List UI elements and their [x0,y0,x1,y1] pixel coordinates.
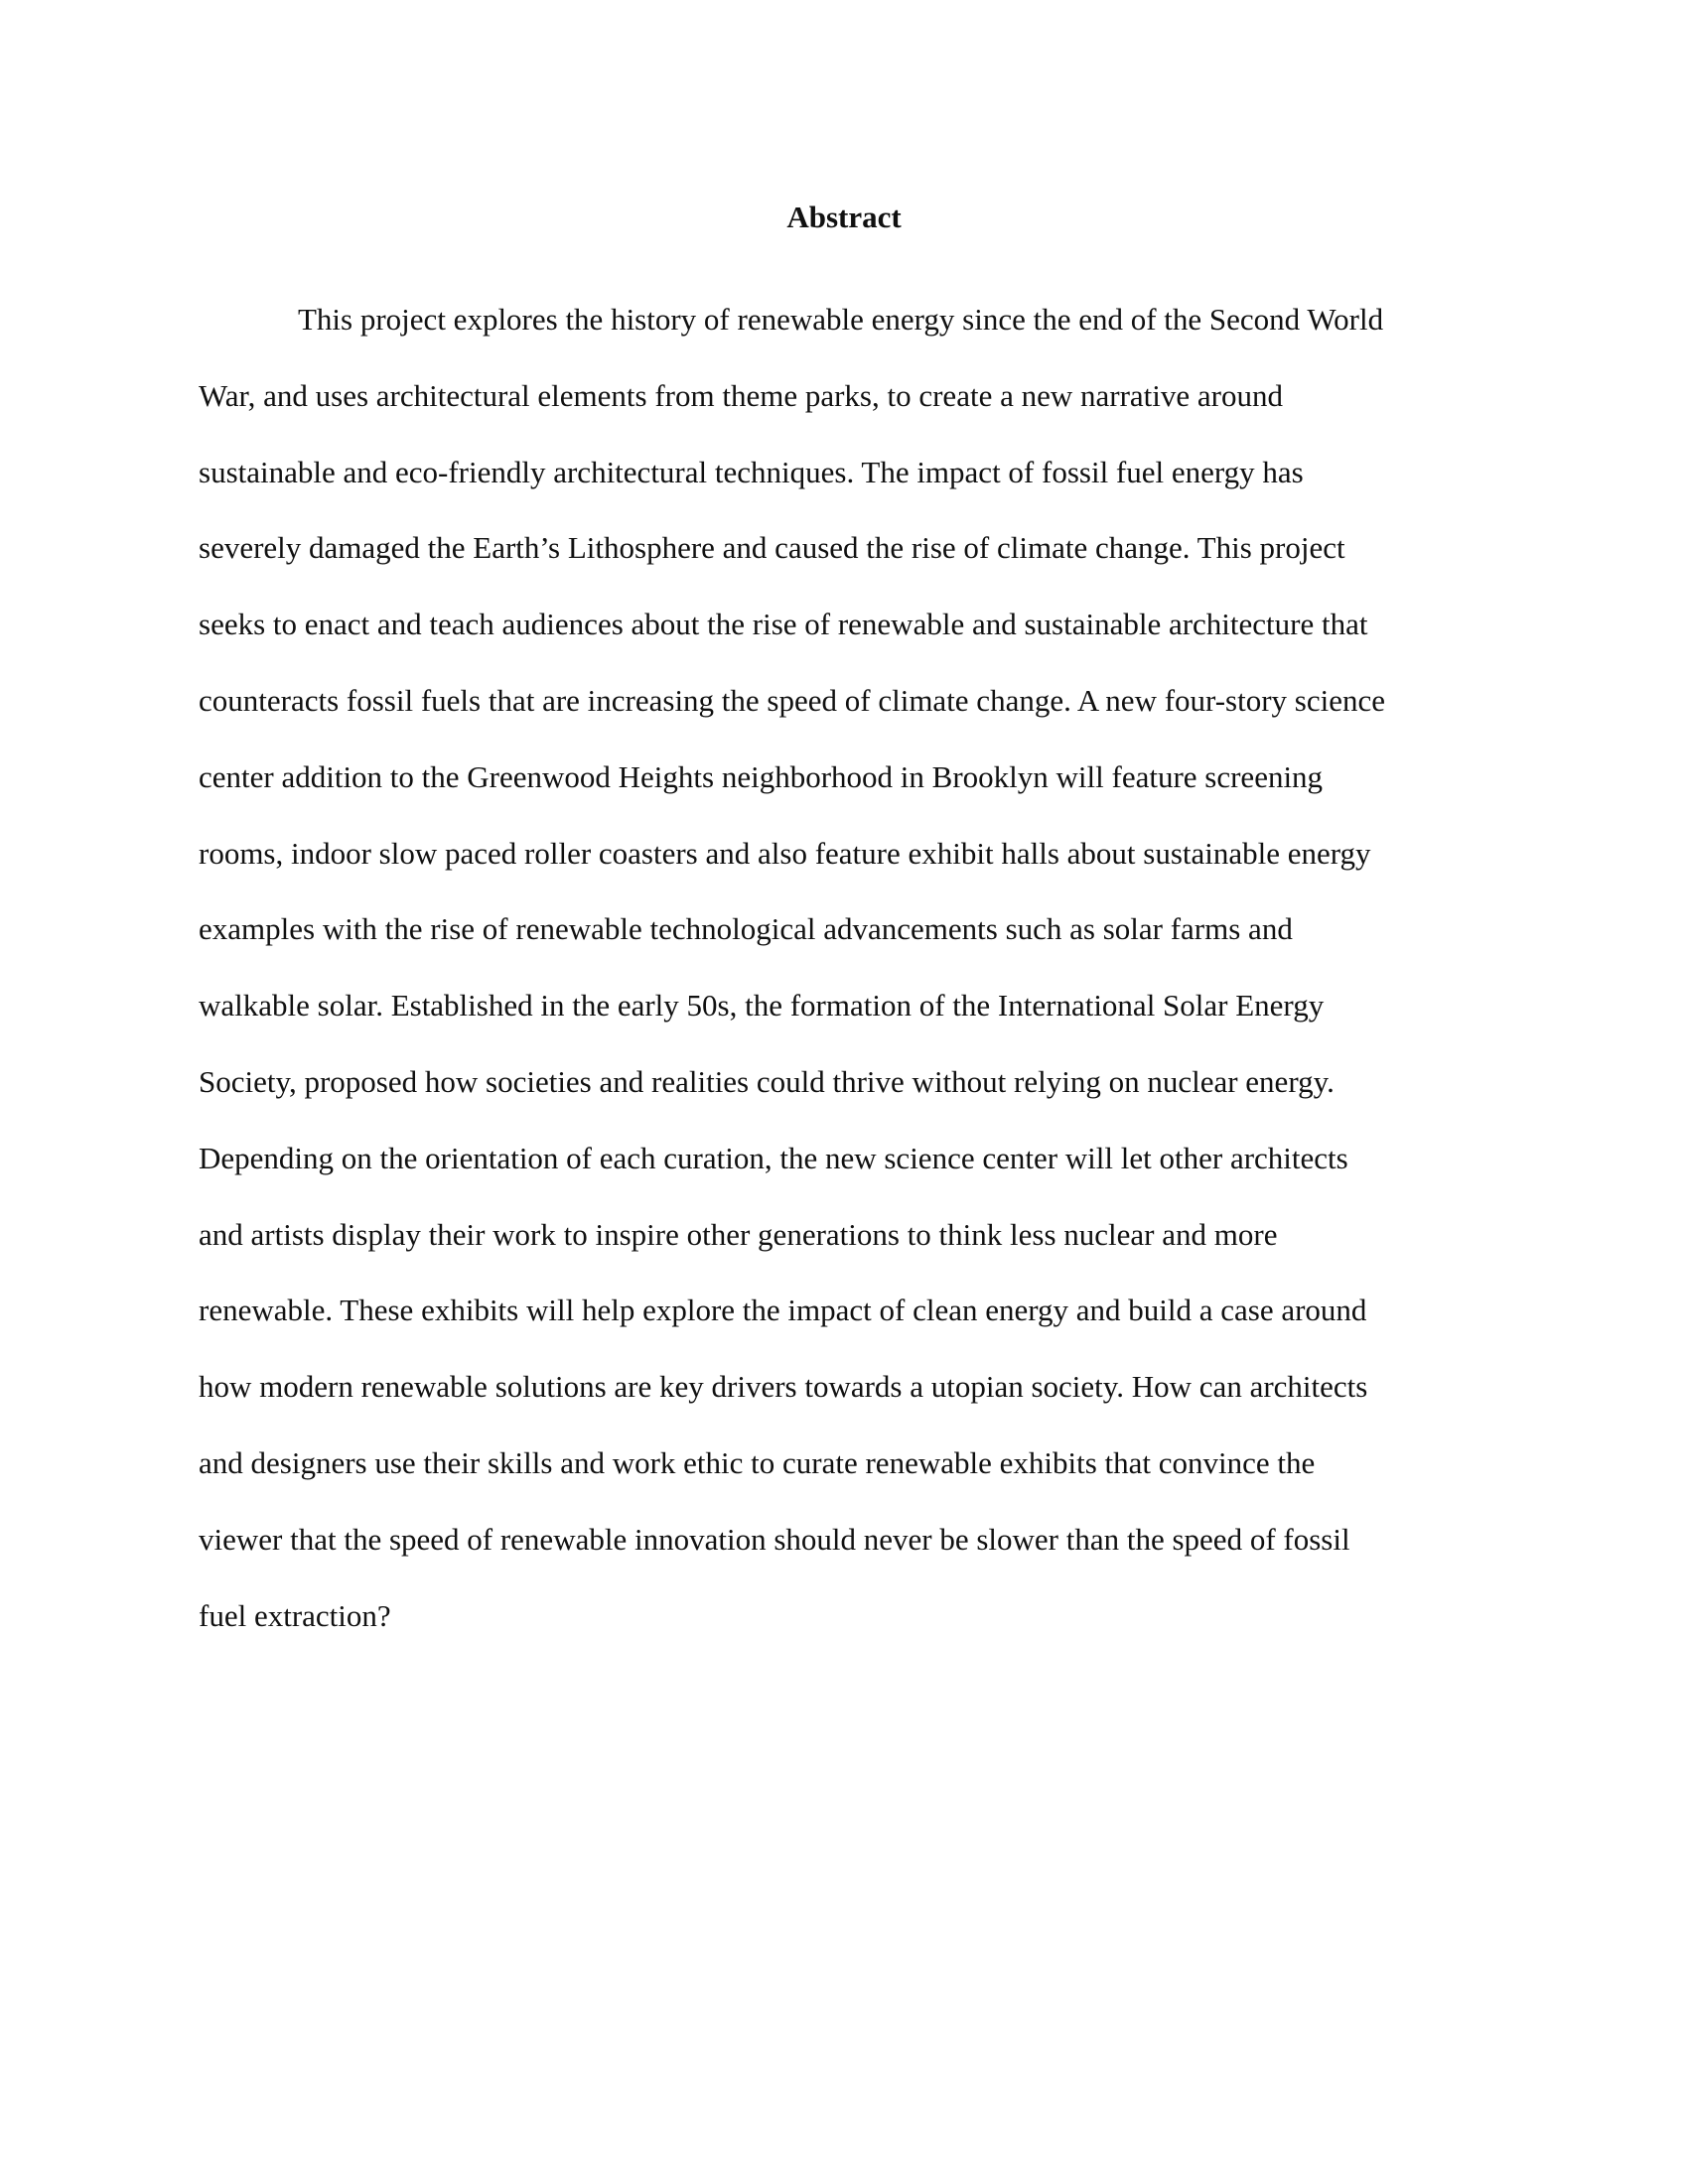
paragraph-line: This project explores the history of renewable energy since the end of the Second World [298,302,1384,337]
paragraph-line: Depending on the orientation of each curation, the new science center will let other architects [199,1140,1348,1175]
abstract-paragraph [199,282,1479,1654]
paragraph-line: and designers use their skills and work ethic to curate renewable exhibits that convince the [199,1444,1316,1480]
paragraph-line: seeks to enact and teach audiences about the rise of renewable and sustainable architecture that [199,607,1368,642]
paragraph-line: center addition to the Greenwood Heights neighborhood in Brooklyn will feature screening [199,758,1324,794]
paragraph-line: counteracts fossil fuels that are increasing the speed of climate change. A new four-story science [199,682,1386,718]
paragraph-line: walkable solar. Established in the early 50s, the formation of the International Solar Energy [199,988,1325,1024]
page-title: Abstract [786,200,902,234]
paragraph-line: renewable. These exhibits will help explore the impact of clean energy and build a case around [199,1293,1367,1328]
paragraph-line: sustainable and eco-friendly architectural techniques. The impact of fossil fuel energy has [199,454,1304,489]
paragraph-line: War, and uses architectural elements from theme parks, to create a new narrative around [199,377,1283,413]
paragraph-line: rooms, indoor slow paced roller coasters and also feature exhibit halls about sustainable energy [199,835,1371,871]
paragraph-line: severely damaged the Earth’s Lithosphere and caused the rise of climate change. This project [199,530,1345,566]
paragraph-line: examples with the rise of renewable technological advancements such as solar farms and [199,911,1293,947]
paragraph-line: Society, proposed how societies and realities could thrive without relying on nuclear energy. [199,1063,1335,1099]
paragraph-line: how modern renewable solutions are key drivers towards a utopian society. How can architects [199,1369,1368,1405]
paragraph-line: viewer that the speed of renewable innovation should never be slower than the speed of fossil [199,1521,1350,1557]
paragraph-line: fuel extraction? [199,1597,391,1633]
paragraph-line: and artists display their work to inspire other generations to think less nuclear and more [199,1216,1278,1252]
